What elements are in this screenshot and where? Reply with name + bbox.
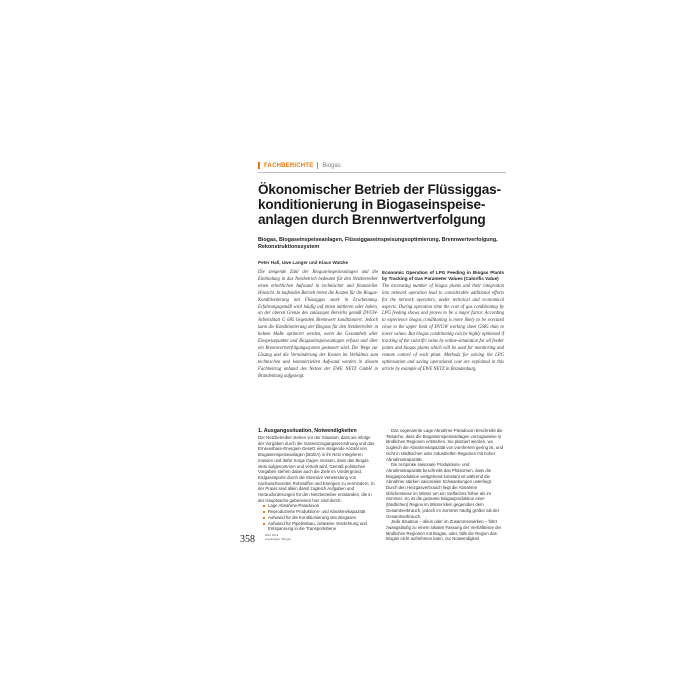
abstract-english: [382, 270, 504, 374]
list-item: Lage Abnahme-Paradoxon: [263, 503, 376, 509]
body-column-right: [386, 428, 504, 542]
abstract-english-title: Economic Operation of LPG Feeding in Biogas Plants by Tracking of Gas Parameter Values (Calorific Value): [382, 270, 504, 282]
section-heading: 1. Ausgangssituation, Notwendigkeiten: [258, 428, 357, 434]
list-item: Reproduzierte Produktions- und Abnahmekapazität: [263, 509, 376, 515]
page-number: 358: [240, 534, 255, 545]
section-divider: [317, 162, 318, 169]
keywords: Biogas, Biogaseinspeiseanlagen, Flüssiggaseinspeisungsoptimierung, Brennwertverfolgung, Rekonstruktionssystem: [258, 237, 498, 250]
body-paragraph: Das sogenannte Lage Abnahme-Paradoxon beschreibt die Tatsache, dass die Biogaseinspeiseanlagen vorzugsweise in ländlichen Regionen entstehen. Sie platziert werden, wo zugleich die Abnahmekapazität von vornherein gering ist, und nicht in städtischen oder industriellen Regionen mit hoher Abnahmekapazität.: [386, 428, 504, 462]
journal-name: Gas-Erdgas / Biogas: [265, 536, 291, 541]
body-paragraph: Jede Situation – allein oder im Zusammenwirken – führt zwangsläufig zu einem lokalen Fassung der Verhältnisse der ländlichen Regionen mit Biogas, oder, falls die Region das Biogas nicht aufnehmen kann, zur Notwendigkeit: [386, 519, 502, 542]
bullet-list: [258, 503, 376, 532]
list-item: Aufwand für die Konditionierung des Biogases: [263, 515, 376, 521]
section-header: [258, 162, 341, 169]
abstract-german: Die steigende Zahl der Biogaseinspeiseanlagen und die Einbindung in das Netzbetrieb bedeuten für den Netzbetreiber einen erheblichen Aufwand in technischer und finanzieller Hinsicht. In laufenden Betrieb treten die Kosten für die Biogas-Konditionierung mit Flüssiggas stark in Erscheinung. Erfahrungsgemäß wird häufig auf einen mittleren oder hohen, an der oberen Grenze des zulässigen Bereichs gemäß DVGW-Arbeitsblatt G 685 liegenden Brennwert konditioniert. Jedoch kann die Konditionierung der Biogase für den Netzbetreiber in hohem Maße optimiert werden, wenn die Gesamtheit aller Einspeisepunkte und Biogaseinspeiseanlagen erfasst und über ein Brennwertverfolgungssystem gesteuert wird. Die Wege zur Lösung und die Verminderung der Kosten im Verhältnis zum technischen und kommerziellen Aufwand werden in diesem Fachbeitrag anhand des Netzes der EWE NETZ GmbH in Brandenburg aufgezeigt.: [258, 270, 378, 379]
journal-issue: März 2013: [265, 533, 279, 537]
header-rule: [258, 172, 506, 173]
abstract-english-text: The increasing number of biogas plants and their integration into network operation lead to considerable additional efforts for the network operators, under technical and economical aspects. During operation time the cost of gas conditioning by LPG feeding shows and proves to be a major factor. According to experience biogas conditioning is more likely to be executed close to the upper limit of DVGW working sheet G685 than to lower values. But biogas conditioning can be highly optimised if tracking of the calorific value by online-simulation for all feeder points and biogas plants which will be used for monitoring and remote control of each plant. Methods for solving the LPG optimisation and saving operational cost are explained in this article by example of EWE NETZ in Brandenburg.: [382, 283, 504, 372]
body-paragraph: Der Netzbetreiber stehen vor der Situation, dass sie infolge der Vorgaben durch die Gasnetzzugangsverordnung und das Erneuerbare-Energien-Gesetz eine steigende Anzahl von Biogaseinspeiseanlagen (BGEA) in ihr Netz integrieren müssen und dafür Sorge tragen müssen, dass das Biogas stets aufgenommen und verteilt wird. Gemäß politischen Vorgaben stehen dabei auch die Ziele im Vordergrund, Erdgasimporte durch die intensive Verwendung von nachwachsenden Rohstoffen und Energien zu vermindern. In der Praxis sind allein damit zugleich Aufgaben und Herausforderungen für den Netzbetreiber entstanden, die in der Hauptsache gebenenen hier sind durch:: [258, 435, 375, 503]
authors: Peter Hall, Uwe Langer und Klaus Watzke: [258, 260, 349, 265]
subsection-label: Biogas: [322, 162, 341, 169]
body-column-left: [258, 428, 376, 532]
section-marker: [258, 162, 260, 169]
article-title: Ökonomischer Betrieb der Flüssiggaskonditionierung in Biogaseinspeiseanlagen durch Brennwertverfolgung: [258, 182, 502, 227]
list-item: Aufwand für Pipelinebau, zeitweise Verdichtung und Entspannung in die Transportebene: [263, 521, 376, 532]
section-label: FACHBERICHTE: [264, 162, 314, 169]
body-paragraph: Die reziproke saisonale Produktions- und Abnahmekapazität beschreibt das Phänomen, dass die Biogasproduktion weitgehend konstant ist während die Abnahme starken saisonalen Schwankungen unterliegt. Durch den Heizgasverbrauch liegt die Abnahme üblicherweise im Winter um ein Vielfaches höher als im Sommer. So ist die gesamte Biogasproduktion einer (ländlichen) Region im Winter klein gegenüber dem Gesamtverbrauch, jedoch im Sommer häufig größer als der Gesamtverbrauch.: [386, 462, 500, 519]
journal-info: [265, 534, 291, 542]
article-page: [170, 160, 530, 560]
